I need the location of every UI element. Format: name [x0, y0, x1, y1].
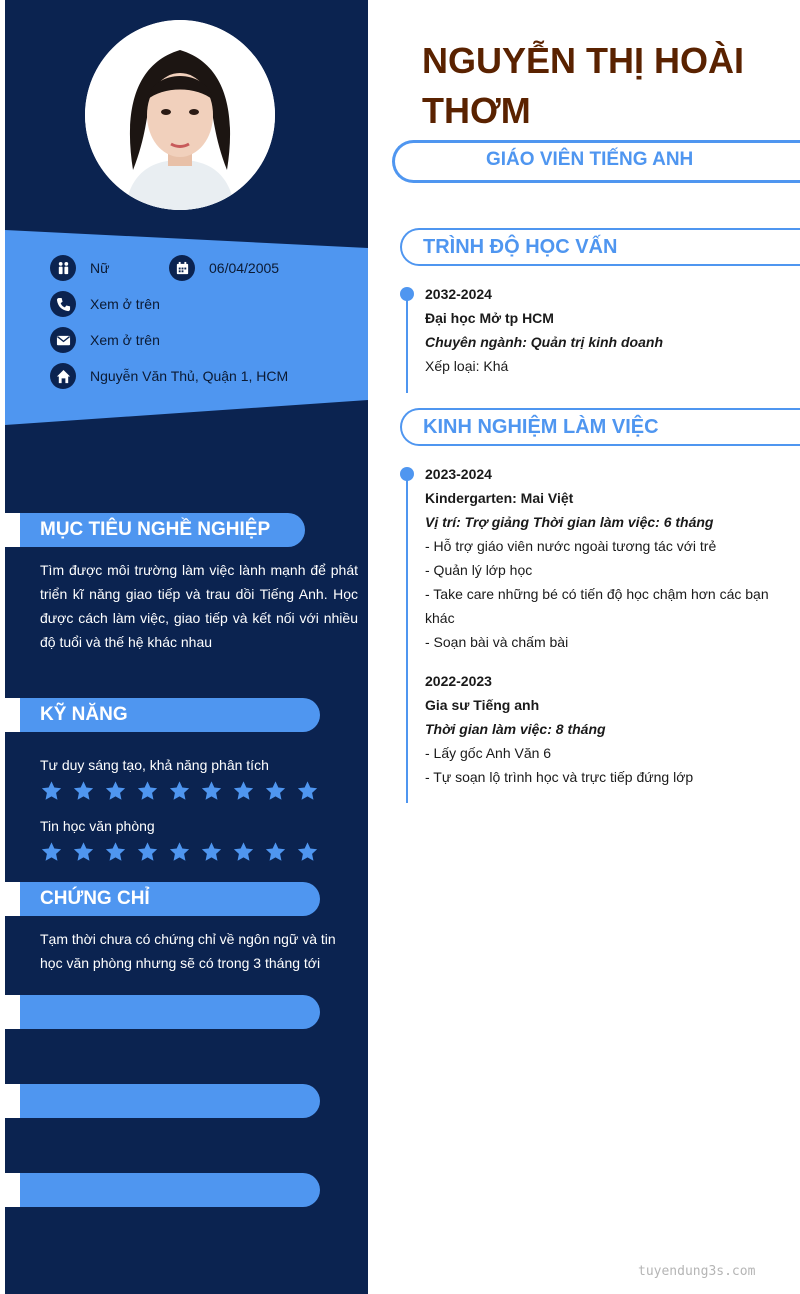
education-period: 2032-2024 [425, 286, 492, 302]
empty-section-bar [20, 1084, 320, 1118]
skill-rating [40, 780, 319, 802]
certificates-text: Tạm thời chưa có chứng chỉ về ngôn ngữ và tin học văn phòng nhưng sẽ có trong 3 tháng tới [40, 931, 336, 971]
skill-label: Tin học văn phòng [40, 818, 155, 834]
email-icon [50, 327, 76, 353]
timeline-dot [400, 287, 414, 301]
dob-value: 06/04/2005 [209, 260, 280, 276]
job-duty: khác [425, 610, 455, 626]
job-duty: - Quản lý lớp học [425, 562, 533, 578]
star-icon [40, 780, 63, 802]
watermark: tuyendung3s.com [638, 1264, 756, 1279]
section-notch [5, 698, 20, 732]
job-title: GIÁO VIÊN TIẾNG ANH [486, 149, 694, 170]
job-role: Thời gian làm việc: 8 tháng [425, 721, 606, 737]
address-row [50, 363, 288, 389]
star-icon [200, 841, 223, 863]
job-period: 2022-2023 [425, 673, 492, 689]
gender-row [50, 255, 109, 281]
star-icon [104, 841, 127, 863]
skill-rating [40, 841, 319, 863]
education-rank: Xếp loại: Khá [425, 358, 509, 374]
section-notch [5, 882, 20, 916]
empty-section-bar [20, 1173, 320, 1207]
name-line: NGUYỄN THỊ HOÀI [422, 40, 745, 81]
skill-label: Tư duy sáng tạo, khả năng phân tích [40, 757, 269, 773]
timeline-line [406, 475, 408, 803]
education-school: Đại học Mở tp HCM [425, 310, 554, 326]
education-major: Chuyên ngành: Quản trị kinh doanh [425, 334, 663, 350]
dob-row [169, 255, 279, 281]
star-icon [200, 780, 223, 802]
job-company: Kindergarten: Mai Việt [425, 490, 574, 506]
skills-heading: KỸ NĂNG [20, 698, 320, 732]
job-duty: - Take care những bé có tiến độ học chậm hơn các bạn [425, 586, 769, 602]
star-icon [296, 780, 319, 802]
timeline-line [406, 295, 408, 393]
job-duty: - Lấy gốc Anh Văn 6 [425, 745, 552, 761]
section-notch [5, 513, 20, 547]
home-icon [50, 363, 76, 389]
star-icon [136, 780, 159, 802]
job-period: 2023-2024 [425, 466, 492, 482]
star-icon [232, 780, 255, 802]
section-notch [5, 1173, 20, 1207]
email-row [50, 327, 160, 353]
job-role: Vị trí: Trợ giảng Thời gian làm việc: 6 tháng [425, 514, 714, 530]
section-notch [5, 995, 20, 1029]
star-icon [264, 841, 287, 863]
star-icon [104, 780, 127, 802]
email-value: Xem ở trên [90, 332, 160, 348]
job-duty: - Tự soạn lộ trình học và trực tiếp đứng lớp [425, 769, 694, 785]
star-icon [264, 780, 287, 802]
star-icon [136, 841, 159, 863]
section-notch [5, 1084, 20, 1118]
experience-heading: KINH NGHIỆM LÀM VIỆC [400, 408, 800, 446]
job-company: Gia sư Tiếng anh [425, 697, 540, 713]
star-icon [168, 841, 191, 863]
phone-row [50, 291, 160, 317]
objective-heading: MỤC TIÊU NGHỀ NGHIỆP [20, 513, 305, 547]
star-icon [232, 841, 255, 863]
phone-icon [50, 291, 76, 317]
certificates-heading: CHỨNG CHỈ [20, 882, 320, 916]
education-heading: TRÌNH ĐỘ HỌC VẤN [400, 228, 800, 266]
star-icon [168, 780, 191, 802]
empty-section-bar [20, 995, 320, 1029]
timeline-dot [400, 467, 414, 481]
gender-value: Nữ [90, 260, 110, 276]
job-duty: - Hỗ trợ giáo viên nước ngoài tương tác với trẻ [425, 538, 717, 554]
calendar-icon [169, 255, 195, 281]
address-value: Nguyễn Văn Thủ, Quận 1, HCM [90, 368, 289, 384]
gender-icon [50, 255, 76, 281]
candidate-name [422, 36, 782, 136]
objective-text: Tìm được môi trường làm việc lành mạnh để phát triển kĩ năng giao tiếp và trau dồi Tiếng Anh. Học được cách làm việc, giao tiếp và kết nối với nhiều độ tuổi và thế hệ khác nhau [40, 562, 358, 650]
phone-value: Xem ở trên [90, 296, 160, 312]
profile-photo [85, 20, 275, 210]
star-icon [72, 780, 95, 802]
name-line: THƠM [422, 90, 531, 131]
portrait-illustration [85, 20, 275, 210]
job-duty: - Soạn bài và chấm bài [425, 634, 569, 650]
star-icon [72, 841, 95, 863]
star-icon [296, 841, 319, 863]
star-icon [40, 841, 63, 863]
